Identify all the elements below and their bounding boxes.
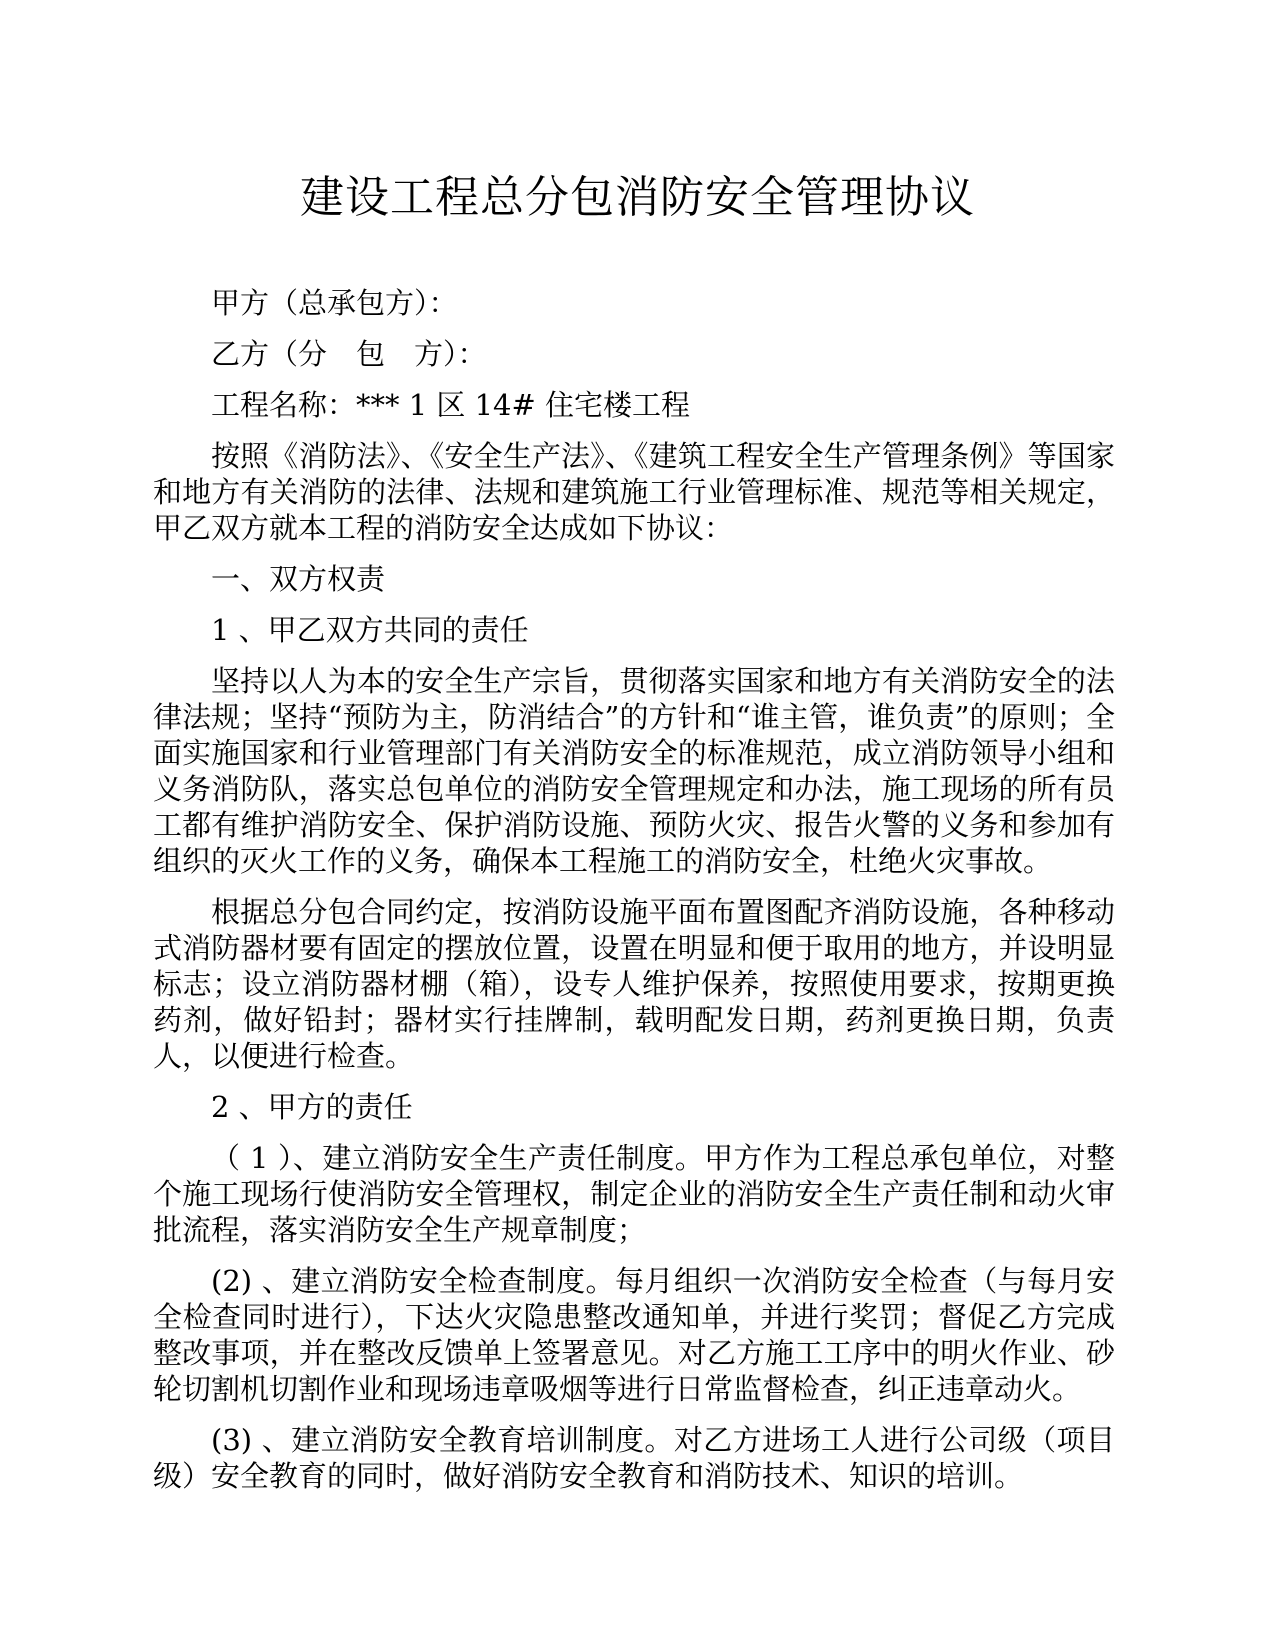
subsection-heading-joint: 1 、甲乙双方共同的责任 — [211, 613, 529, 647]
intro-paragraph: 按照《消防法》、《安全生产法》、《建筑工程安全生产管理条例》等国家和地方有关消防的法律、法规和建筑施工行业管理标准、规范等相关规定，甲乙双方就本工程的消防安全达成如下协议： — [153, 439, 1115, 545]
document-body — [153, 285, 1115, 1509]
paragraph-fire-equipment: 根据总分包合同约定，按消防设施平面布置图配齐消防设施，各种移动式消防器材要有固定的摆放位置，设置在明显和便于取用的地方，并设明显标志；设立消防器材棚（箱），设专人维护保养，按照使用要求，按期更换药剂，做好铅封；器材实行挂牌制，载明配发日期，药剂更换日期，负责人，以便进行检查。 — [153, 895, 1115, 1073]
subsection-heading-party-a: 2 、甲方的责任 — [211, 1090, 413, 1124]
party-a-line: 甲方（总承包方）： — [211, 286, 458, 320]
paragraph-joint-duties: 坚持以人为本的安全生产宗旨，贯彻落实国家和地方有关消防安全的法律法规；坚持“预防为主，防消结合”的方针和“谁主管，谁负责”的原则；全面实施国家和行业管理部门有关消防安全的标准规范，成立消防领导小组和义务消防队，落实总包单位的消防安全管理规定和办法，施工现场的所有员工都有维护消防安全、保护消防设施、预防火灾、报告火警的义务和参加有组织的灭火工作的义务，确保本工程施工的消防安全，杜绝火灾事故。 — [153, 664, 1115, 878]
party-b-line: 乙方（分 包 方）： — [211, 337, 487, 371]
project-name-line: 工程名称：*** 1 区 14# 住宅楼工程 — [211, 388, 691, 422]
section-heading-rights: 一、双方权责 — [211, 562, 386, 596]
document-title: 建设工程总分包消防安全管理协议 — [300, 172, 975, 223]
paragraph-item-2: (2) 、建立消防安全检查制度。每月组织一次消防安全检查（与每月安全检查同时进行），下达火灾隐患整改通知单，并进行奖罚；督促乙方完成整改事项，并在整改反馈单上签署意见。对乙方施工工序中的明火作业、砂轮切割机切割作业和现场违章吸烟等进行日常监督检查，纠正违章动火。 — [153, 1264, 1115, 1406]
paragraph-item-3: (3) 、建立消防安全教育培训制度。对乙方进场工人进行公司级（项目级）安全教育的同时，做好消防安全教育和消防技术、知识的培训。 — [153, 1423, 1115, 1493]
paragraph-item-1: （ 1 ）、建立消防安全生产责任制度。甲方作为工程总承包单位，对整个施工现场行使消防安全管理权，制定企业的消防安全生产责任制和动火审批流程，落实消防安全生产规章制度； — [153, 1141, 1115, 1247]
